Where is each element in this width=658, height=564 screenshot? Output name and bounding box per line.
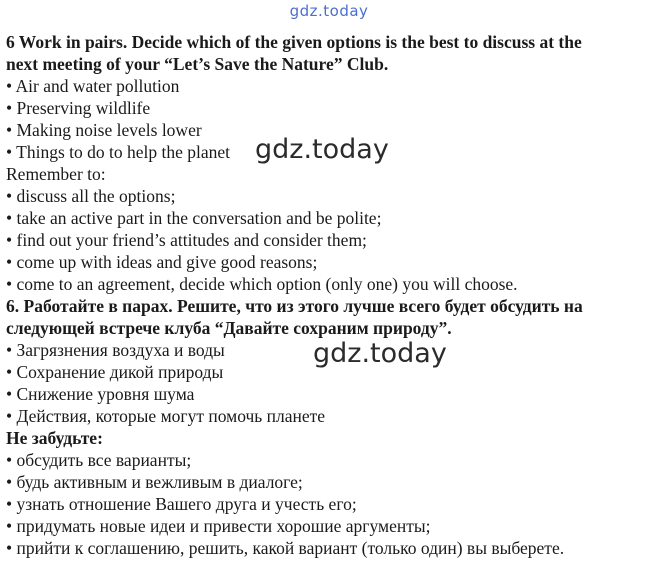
russian-reminder-item: • узнать отношение Вашего друга и учесть его; — [6, 494, 357, 514]
russian-remember-label: Не забудьте: — [6, 428, 103, 448]
english-option-item: • Things to do to help the planet — [6, 142, 231, 162]
exercise-content — [6, 31, 652, 559]
russian-reminder-item: • обсудить все варианты; — [6, 450, 192, 470]
english-remember-label: Remember to: — [6, 164, 106, 184]
watermark-top: gdz.today — [289, 2, 369, 20]
english-reminder-item: • find out your friend’s attitudes and consider them; — [6, 230, 367, 250]
english-option-item: • Making noise levels lower — [6, 120, 202, 140]
russian-reminder-item: • придумать новые идеи и привести хорошие аргументы; — [6, 516, 431, 536]
russian-option-item: • Снижение уровня шума — [6, 384, 195, 404]
english-heading-line-1: 6 Work in pairs. Decide which of the given options is the best to discuss at the — [6, 32, 582, 52]
watermark-overlay: gdz.today — [313, 338, 447, 369]
russian-heading-line-1: 6. Работайте в парах. Решите, что из этого лучше всего будет обсудить на — [6, 296, 583, 316]
russian-reminder-item: • прийти к соглашению, решить, какой вариант (только один) вы выберете. — [6, 538, 565, 558]
russian-reminder-item: • будь активным и вежливым в диалоге; — [6, 472, 303, 492]
english-reminder-item: • come up with ideas and give good reasons; — [6, 252, 318, 272]
english-reminder-item: • take an active part in the conversation and be polite; — [6, 208, 382, 228]
russian-option-item: • Сохранение дикой природы — [6, 362, 224, 382]
english-reminder-item: • discuss all the options; — [6, 186, 176, 206]
english-option-item: • Air and water pollution — [6, 76, 180, 96]
english-option-item: • Preserving wildlife — [6, 98, 151, 118]
english-heading-line-2: next meeting of your “Let’s Save the Nature” Club. — [6, 54, 389, 74]
watermark-overlay: gdz.today — [255, 134, 389, 165]
russian-option-item: • Загрязнения воздуха и воды — [6, 340, 225, 360]
english-reminder-item: • come to an agreement, decide which option (only one) you will choose. — [6, 274, 518, 294]
russian-heading-line-2: следующей встрече клуба “Давайте сохраним природу”. — [6, 318, 452, 338]
russian-option-item: • Действия, которые могут помочь планете — [6, 406, 326, 426]
